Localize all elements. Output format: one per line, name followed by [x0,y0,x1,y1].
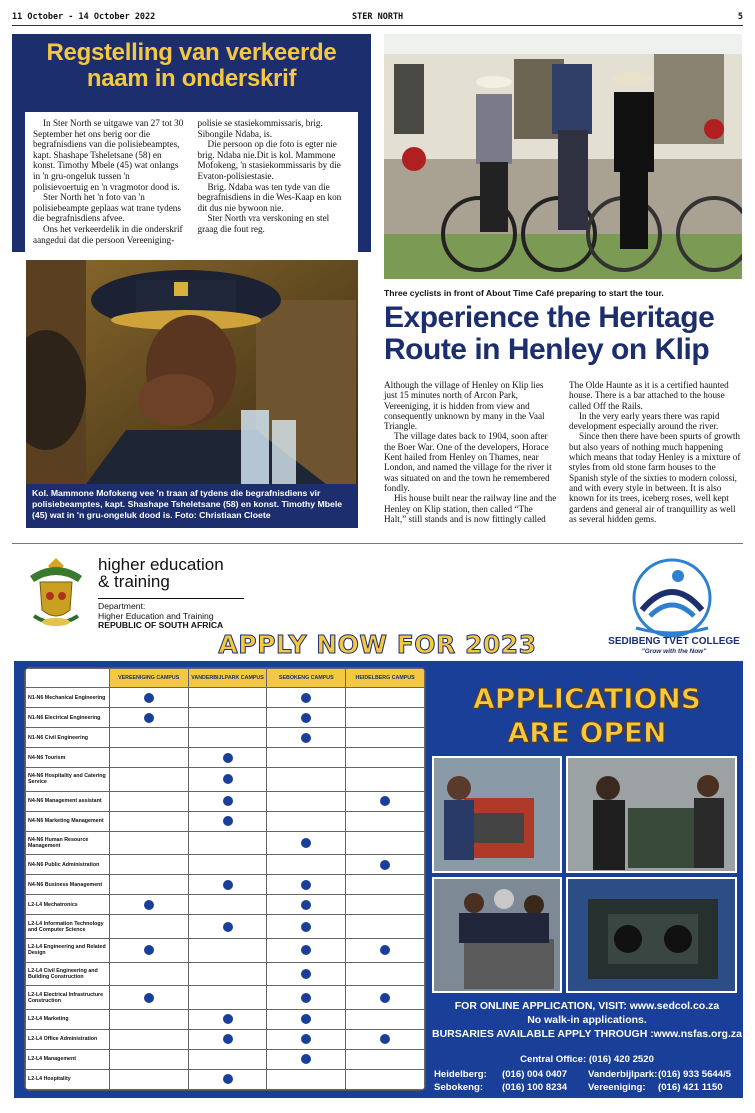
campus-cell [109,688,188,708]
campus-cell [188,791,267,811]
campus-header: VEREENIGING CAMPUS [109,669,188,688]
campus-cell [267,768,346,792]
offered-dot-icon [144,900,154,910]
offered-dot-icon [223,796,233,806]
contact-phone: (016) 421 1150 [658,1082,723,1093]
course-name: N4-N6 Tourism [26,748,110,768]
contact-campus: Vanderbijlpark: [588,1069,658,1080]
correction-title: Regstelling van verkeerde naam in onderskrif [46,39,337,92]
campus-cell [109,728,188,748]
campus-cell [346,748,425,768]
table-row [26,768,425,792]
campus-cell [188,831,267,855]
campus-cell [188,938,267,962]
department-line1: higher education [98,555,224,574]
table-row [26,748,425,768]
campus-cell [109,962,188,986]
campus-cell [346,791,425,811]
table-row [26,708,425,728]
department-subtitle [98,598,258,631]
offered-dot-icon [380,1034,390,1044]
cyclists-photo [384,34,742,279]
offered-dot-icon [301,880,311,890]
campus-cell [109,895,188,915]
campus-cell [109,791,188,811]
campus-cell [346,708,425,728]
offered-dot-icon [223,1034,233,1044]
campus-cell [267,962,346,986]
campus-cell [267,811,346,831]
campus-cell [109,1069,188,1089]
campus-cell [188,875,267,895]
table-row [26,855,425,875]
campus-cell [109,831,188,855]
campus-cell [346,688,425,708]
course-name: L2-L4 Marketing [26,1009,110,1029]
contact-phone: (016) 004 0407 [502,1069,568,1080]
offered-dot-icon [223,1074,233,1084]
course-name: L2-L4 Management [26,1049,110,1069]
course-table [24,667,426,1091]
campus-cell [346,855,425,875]
correction-paragraph: Die persoon op die foto is egter nie brig. Ndaba nie.Dit is kol. Mammone Mofokeng, 'n stasiekommissaris by die Evaton-polisiestasie. [197,139,341,181]
offered-dot-icon [301,733,311,743]
contact-campus: Heidelberg: [434,1069,487,1080]
campus-cell [346,962,425,986]
workshop-photos [432,756,737,993]
table-row [26,791,425,811]
campus-cell [267,748,346,768]
course-name: N4-N6 Hospitality and Catering Service [26,768,110,792]
campus-cell [346,938,425,962]
offered-dot-icon [380,945,390,955]
workshop-photo [432,756,562,873]
campus-cell [188,768,267,792]
campus-cell [346,986,425,1010]
campus-cell [267,855,346,875]
offered-dot-icon [144,993,154,1003]
campus-header: HEIDELBERG CAMPUS [346,669,425,688]
campus-cell [109,986,188,1010]
workshop-photo [566,756,737,873]
campus-cell [346,811,425,831]
table-row [26,728,425,748]
campus-cell [267,688,346,708]
college-advert [12,550,743,1098]
campus-cell [346,831,425,855]
article-paragraph: The village dates back to 1904, soon after the Boer War. One of the developers, Horace Kent hailed from Henley on Thames, near London, and named the village for the river it was situated on and the town he remembered fondly. [384,431,552,493]
offered-dot-icon [380,860,390,870]
offered-dot-icon [301,1034,311,1044]
offered-dot-icon [301,900,311,910]
course-name: N4-N6 Human Resource Management [26,831,110,855]
offered-dot-icon [301,969,311,979]
offered-dot-icon [144,693,154,703]
campus-cell [267,791,346,811]
campus-cell [188,708,267,728]
campus-cell [346,1009,425,1029]
campus-cell [188,1009,267,1029]
campus-header: VANDERBIJLPARK CAMPUS [188,669,267,688]
campus-cell [188,811,267,831]
table-row [26,875,425,895]
online-application-text: FOR ONLINE APPLICATION, VISIT: www.sedcol.co.za [454,1000,720,1012]
table-row [26,1069,425,1089]
applications-open-heading [432,682,742,750]
department-fullname: Higher Education and Training [98,610,214,621]
article-paragraph: Since then there have been spurts of growth but also years of nothing much happening which means that today Henley is a mixture of styles from old stone farm houses to the Spanish style of the sixties to modern colossi, and with every style in between. It is also known for its trees, iceberg roses, well kept gardens and general air of tranquillity as well as several hidden gems. [569,431,741,524]
course-name: N4-N6 Marketing Management [26,811,110,831]
offered-dot-icon [223,880,233,890]
page-header [12,8,743,24]
table-row [26,915,425,939]
country-name: REPUBLIC OF SOUTH AFRICA [98,620,224,630]
course-name: L2-L4 Electrical Infrastructure Construction [26,986,110,1010]
course-table-header [26,669,425,688]
walk-in-note: No walk-in applications. [527,1014,647,1026]
campus-cell [109,915,188,939]
article-paragraph: His house built near the railway line and the Henley on Klip station, then called “The Halt,” still stands and is now fittingly called The Olde Haunte as it is a certified haunted house. There is a bar attached to the house called Off the Rails. [384,380,729,524]
campus-cell [267,915,346,939]
table-row [26,1029,425,1049]
contact-numbers [434,1053,740,1094]
campus-cell [267,1069,346,1089]
online-application [432,999,742,1013]
course-name: N1-N6 Electrical Engineering [26,708,110,728]
campus-cell [346,895,425,915]
coat-of-arms-logo [20,552,92,632]
campus-cell [346,1029,425,1049]
course-name: L2-L4 Civil Engineering and Building Construction [26,962,110,986]
correction-paragraph: Ons het verkeerdelik in die onderskrif aangedui dat die persoon Vereeniging-polisie se stasiekommissaris, brig. Sibongile Ndaba, is. [33,118,323,245]
course-name: L2-L4 Office Administration [26,1029,110,1049]
campus-cell [188,855,267,875]
campus-cell [267,938,346,962]
advert-blue-panel [14,661,743,1098]
campus-cell [267,1049,346,1069]
campus-cell [188,986,267,1010]
table-row [26,811,425,831]
table-row [26,962,425,986]
campus-cell [109,708,188,728]
campus-cell [109,1049,188,1069]
table-row [26,688,425,708]
correction-paragraph: Ster North het 'n foto van 'n polisiebeampte geplaas wat trane tydens die begrafnisdiens afvee. [33,192,181,224]
application-info [432,999,742,1041]
offered-dot-icon [144,945,154,955]
offered-dot-icon [380,993,390,1003]
offered-dot-icon [301,922,311,932]
campus-cell [188,915,267,939]
section-rule [12,543,743,544]
article-body [384,380,742,540]
offered-dot-icon [144,713,154,723]
contact-phone: (016) 100 8234 [502,1082,568,1093]
campus-cell [267,1029,346,1049]
campus-cell [267,986,346,1010]
course-name: N1-N6 Civil Engineering [26,728,110,748]
header-rule [12,25,743,26]
table-row [26,1009,425,1029]
table-row [26,938,425,962]
offered-dot-icon [301,1054,311,1064]
campus-cell [109,748,188,768]
correction-paragraph: In Ster North se uitgawe van 27 tot 30 September het ons berig oor die begrafnisdiens van die polisiebeamptes, kapt. Shashape Tsheletsane (58) en konst. Timothy Mbele (45) wat onlangs in 'n gru-ongeluk tussen 'n polisievoertuig en 'n vragmotor dood is. [33,118,184,192]
offered-dot-icon [223,816,233,826]
table-row [26,1049,425,1069]
paper-name: STER NORTH [352,12,404,22]
table-row [26,831,425,855]
campus-cell [346,1069,425,1089]
offered-dot-icon [301,838,311,848]
offered-dot-icon [223,1014,233,1024]
course-name: L2-L4 Mechatronics [26,895,110,915]
contact-phone: (016) 933 5644/5 [658,1069,732,1080]
campus-header: SEBOKENG CAMPUS [267,669,346,688]
officer-photo-caption: Kol. Mammone Mofokeng vee 'n traan af tydens die begrafnisdiens vir polisiebeamptes, kapt. Shashape Tsheletsane (58) en konst. Timothy Mbele (45) wat in 'n gru-ongeluk dood is. Foto: Christiaan Cloete [26,484,358,528]
officer-photo [26,260,358,484]
campus-cell [188,688,267,708]
campus-cell [109,855,188,875]
campus-cell [188,1069,267,1089]
campus-cell [346,1049,425,1069]
applications-line1: APPLICATIONS [473,682,701,715]
correction-body [25,112,358,279]
page-number: 5 [737,12,743,22]
campus-cell [346,875,425,895]
correction-box [12,34,371,252]
offered-dot-icon [301,993,311,1003]
correction-paragraph: Brig. Ndaba was ten tyde van die begrafnisdiens in die Wes-Kaap en kon dit dus nie bywoon nie. [197,181,342,213]
course-name: N4-N6 Business Management [26,875,110,895]
campus-cell [188,748,267,768]
campus-cell [188,1029,267,1049]
course-name: N1-N6 Mechanical Engineering [26,688,110,708]
course-name: L2-L4 Hospitality [26,1069,110,1089]
campus-cell [109,1029,188,1049]
campus-cell [267,1009,346,1029]
table-corner [26,669,110,688]
department-label: Department: [98,598,244,612]
contact-row [434,1081,740,1094]
correction-paragraph: Ster North vra verskoning en stel graag die fout reg. [197,213,330,234]
bursaries-note: BURSARIES AVAILABLE APPLY THROUGH :www.nsfas.org.za [432,1028,742,1040]
department-name [98,556,224,590]
issue-dates: 11 October - 14 October 2022 [12,12,156,22]
campus-cell [346,768,425,792]
offered-dot-icon [223,922,233,932]
article-paragraph: Although the village of Henley on Klip lies just 15 minutes north of Arcon Park, Vereeniging, it is hidden from view and consequently unknown by many in the Vaal Triangle. [384,380,545,432]
workshop-photo [432,877,562,993]
workshop-photo [566,877,737,993]
campus-cell [109,768,188,792]
campus-cell [109,811,188,831]
table-row [26,986,425,1010]
course-name: L2-L4 Engineering and Related Design [26,938,110,962]
campus-cell [267,895,346,915]
cyclists-photo-caption: Three cyclists in front of About Time Café preparing to start the tour. [384,288,664,298]
offered-dot-icon [301,693,311,703]
campus-cell [188,1049,267,1069]
applications-line2: ARE OPEN [507,716,667,749]
campus-cell [109,1009,188,1029]
contact-row [434,1068,740,1081]
college-tagline: "Grow with the Now" [641,648,707,655]
course-name: L2-L4 Information Technology and Computer Science [26,915,110,939]
campus-cell [267,875,346,895]
article-headline: Experience the Heritage Route in Henley on Klip [384,301,715,366]
campus-cell [188,728,267,748]
contact-campus: Vereeniging: [588,1082,646,1093]
campus-cell [346,728,425,748]
table-row [26,895,425,915]
campus-cell [267,831,346,855]
campus-cell [346,915,425,939]
course-name: N4-N6 Management assistant [26,791,110,811]
campus-cell [188,962,267,986]
article-paragraph: In the very early years there was rapid development especially around the river. [569,410,720,432]
apply-now-banner: APPLY NOW FOR 2023 [218,630,537,659]
offered-dot-icon [223,753,233,763]
offered-dot-icon [301,1014,311,1024]
offered-dot-icon [223,774,233,784]
offered-dot-icon [301,945,311,955]
campus-cell [267,708,346,728]
contact-campus: Sebokeng: [434,1082,484,1093]
offered-dot-icon [380,796,390,806]
department-line2: & training [98,572,170,591]
campus-cell [109,938,188,962]
central-office: Central Office: (016) 420 2520 [520,1054,654,1065]
offered-dot-icon [301,713,311,723]
course-name: N4-N6 Public Administration [26,855,110,875]
campus-cell [188,895,267,915]
campus-cell [109,875,188,895]
campus-cell [267,728,346,748]
college-name: SEDIBENG TVET COLLEGE [608,636,740,647]
